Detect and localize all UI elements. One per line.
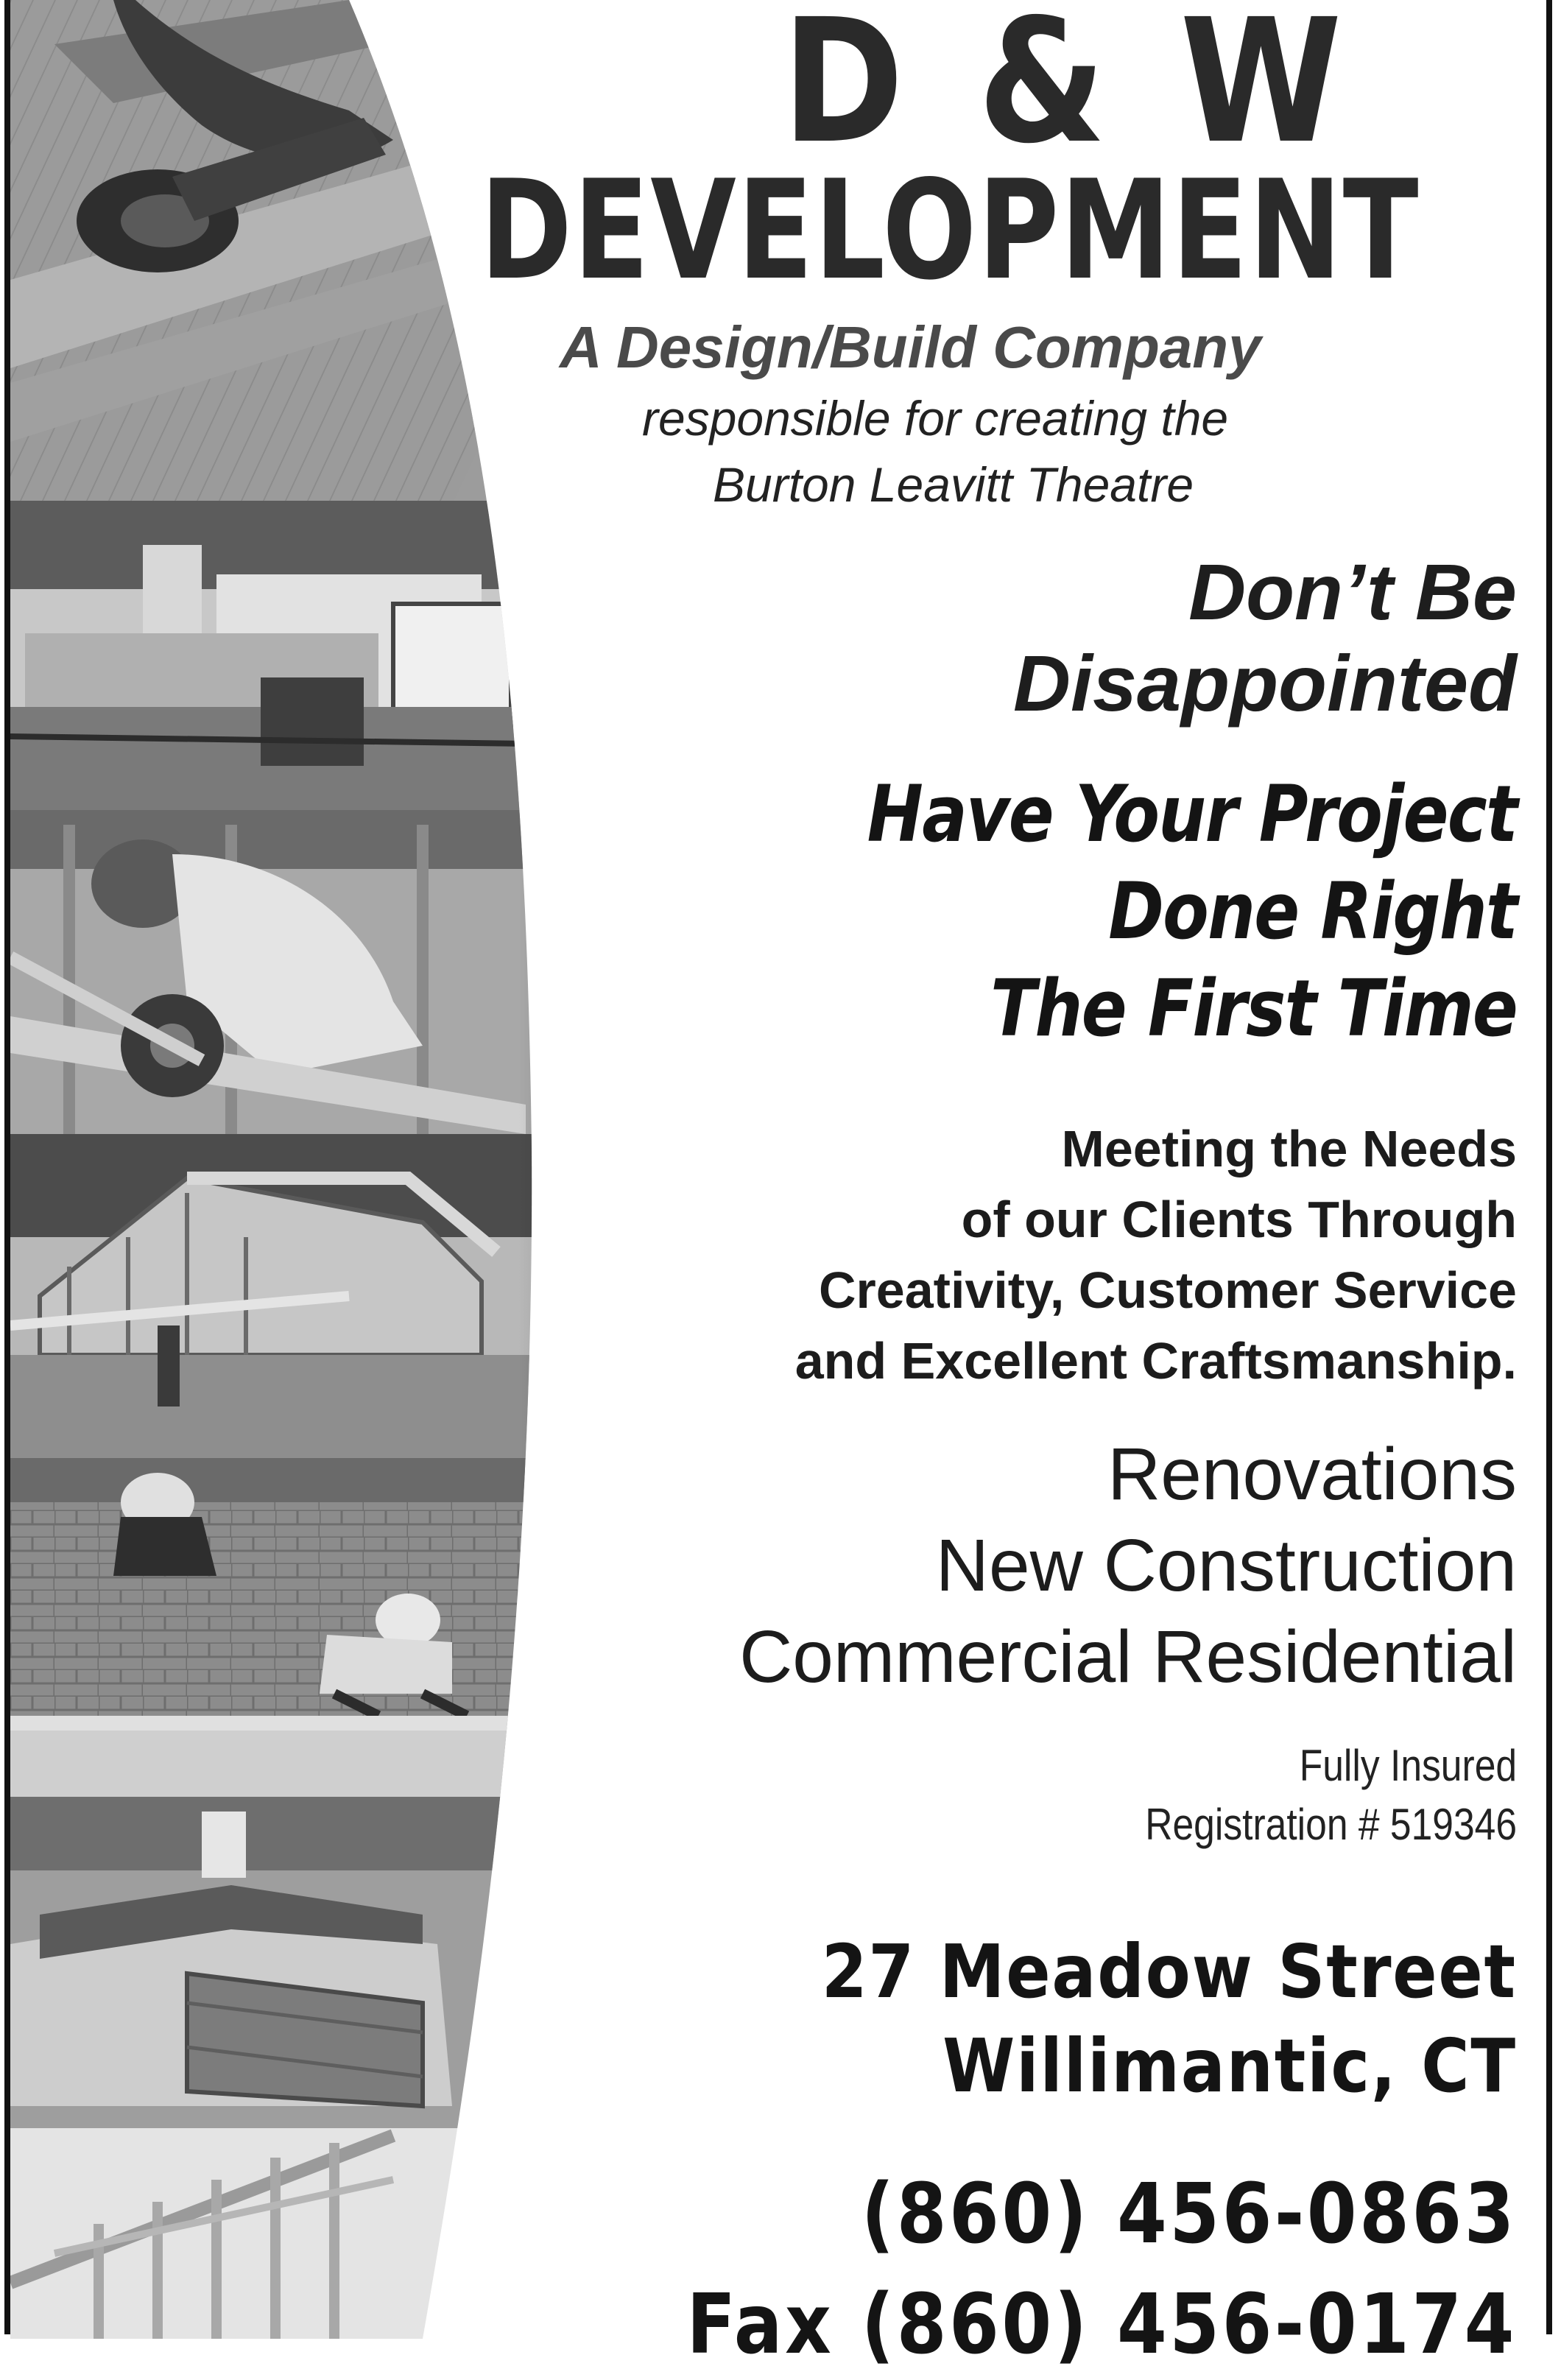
services-list: [739, 1429, 1517, 1703]
logo-line-2: DEVELOPMENT: [480, 150, 1420, 310]
mission-line-2: of our Clients Through: [961, 1191, 1517, 1248]
address: [822, 1925, 1517, 2113]
insured-label: Fully Insured: [1299, 1741, 1517, 1790]
mission-line-3: Creativity, Customer Service: [818, 1261, 1517, 1319]
slogan: [867, 766, 1517, 1057]
mission-line-4: and Excellent Craftsmanship.: [794, 1332, 1517, 1390]
credentials: [1145, 1736, 1517, 1854]
address-city: Willimantic, CT: [942, 2023, 1517, 2109]
headline-line-2: Disappointed: [1012, 638, 1517, 728]
mission-statement: [795, 1113, 1517, 1396]
phone-number: (860) 456-0863: [861, 2166, 1517, 2262]
slogan-line-1: Have Your Project: [867, 769, 1517, 859]
tagline: A Design/Build Company: [560, 314, 1261, 380]
registration-number: Registration # 519346: [1145, 1800, 1517, 1849]
mission-line-1: Meeting the Needs: [1061, 1120, 1517, 1177]
headline: [1013, 546, 1517, 729]
contact: [687, 2159, 1517, 2380]
subline-2: Burton Leavitt Theatre: [713, 457, 1194, 512]
logo-line-1: D & W: [782, 0, 1354, 181]
subline-1: responsible for creating the: [642, 391, 1229, 446]
fax-number: Fax (860) 456-0174: [686, 2277, 1517, 2373]
headline-line-1: Don’t Be: [1188, 547, 1517, 636]
slogan-line-2: Done Right: [1108, 866, 1517, 957]
service-new-construction: New Construction: [935, 1524, 1517, 1607]
slogan-line-3: The First Time: [990, 963, 1517, 1054]
address-street: 27 Meadow Street: [821, 1929, 1517, 2015]
service-renovations: Renovations: [1107, 1433, 1517, 1515]
service-commercial-residential: Commercial Residential: [739, 1616, 1517, 1698]
